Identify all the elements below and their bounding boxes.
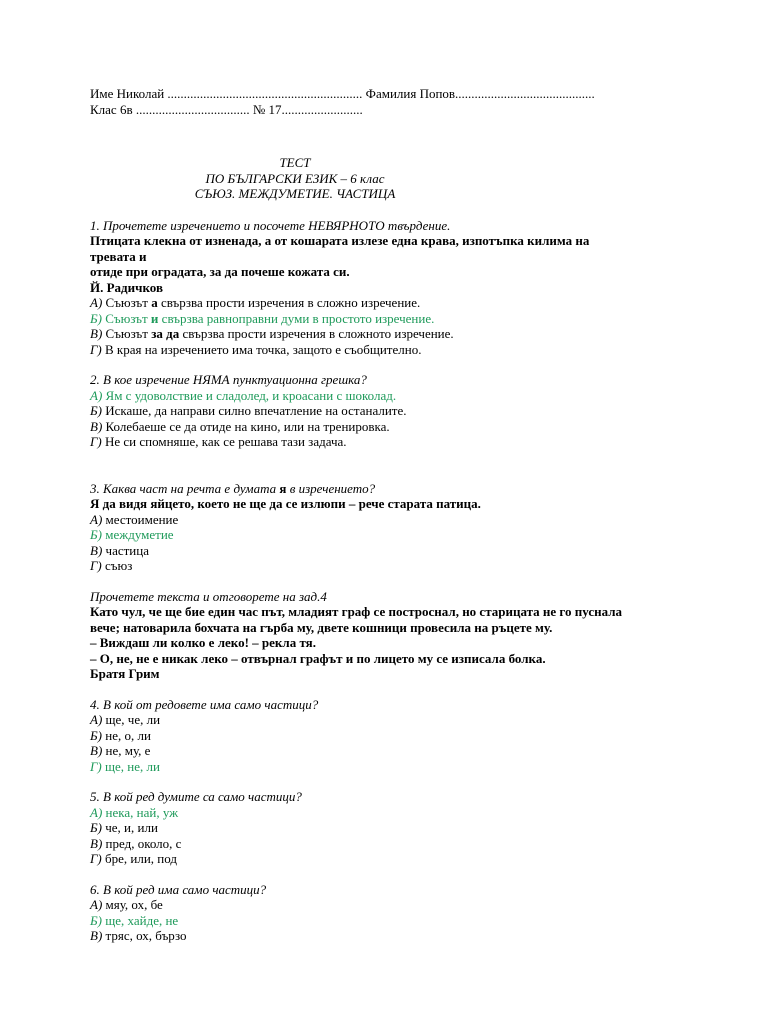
- question-2-title: 2. В кое изречение НЯМА пунктуационна грешка?: [90, 372, 367, 387]
- option-text: тряс, ох, бързо: [102, 928, 187, 943]
- option-letter: Г): [90, 758, 102, 774]
- title-line-1: ТЕСТ: [279, 155, 311, 170]
- question-3-text: Я да видя яйцето, което не ще да се излюпи – рече старата патица.: [90, 496, 481, 511]
- question-1-option-d[interactable]: [90, 342, 680, 358]
- question-3-title: [90, 481, 680, 497]
- option-text: ще, че, ли: [102, 712, 161, 727]
- student-class-line: Клас 6в ................................... № 17.........................: [90, 101, 363, 117]
- question-2-option-b[interactable]: [90, 403, 680, 419]
- question-1-option-a[interactable]: [90, 295, 680, 311]
- reading-passage: [90, 589, 680, 682]
- question-6-option-a[interactable]: [90, 897, 680, 913]
- option-letter: А): [90, 712, 103, 727]
- reading-line-3: – Виждаш ли колко е леко! – рекла тя.: [90, 635, 316, 650]
- question-1-text-line-2: тревата и: [90, 248, 147, 264]
- option-letter: Б): [90, 912, 102, 928]
- question-5-option-a-correct[interactable]: [90, 805, 680, 821]
- option-text: съюз: [101, 558, 133, 573]
- option-letter: В): [90, 743, 103, 758]
- option-letter: А): [90, 897, 103, 912]
- option-letter: В): [90, 542, 103, 558]
- question-2-option-d[interactable]: [90, 434, 680, 450]
- reading-author: Братя Грим: [90, 666, 160, 681]
- option-text: Ям с удоволствие и сладолед, и кроасани с шоколад.: [102, 387, 397, 403]
- question-2-option-c[interactable]: [90, 419, 680, 435]
- option-keyword: за да: [151, 326, 180, 341]
- title-line-3: СЪЮЗ. МЕЖДУМЕТИЕ. ЧАСТИЦА: [194, 186, 396, 201]
- question-5-option-c[interactable]: [90, 836, 680, 852]
- question-3-option-c[interactable]: [90, 543, 680, 559]
- reading-line-2: вече; натоварила бохчата на гърба му, двете кошници провесила на ръцете му.: [90, 619, 553, 635]
- option-text: не, о, ли: [102, 727, 151, 743]
- option-keyword: и: [150, 310, 159, 326]
- option-text: не, му, е: [102, 743, 151, 758]
- question-5-option-b[interactable]: [90, 820, 680, 836]
- question-6-option-c[interactable]: [90, 928, 680, 944]
- option-letter: А): [90, 387, 103, 403]
- option-text: мяу, ох, бе: [102, 897, 163, 912]
- option-letter: Б): [90, 527, 102, 542]
- title-line-2: ПО БЪЛГАРСКИ ЕЗИК – 6 клас: [205, 170, 385, 186]
- option-text: междуметие: [102, 527, 174, 542]
- option-text: Съюзът: [102, 310, 151, 326]
- option-letter: Г): [90, 558, 102, 573]
- question-4-option-c[interactable]: [90, 743, 680, 759]
- question-6-title: 6. В кой ред има само частици?: [90, 881, 267, 897]
- test-document: [90, 86, 680, 944]
- question-4-option-a[interactable]: [90, 712, 680, 728]
- question-3-option-a[interactable]: [90, 512, 680, 528]
- option-keyword: а: [151, 295, 158, 310]
- option-letter: А): [90, 804, 103, 820]
- option-text: свързва равноправни думи в простото изречение.: [158, 310, 435, 326]
- option-letter: Б): [90, 820, 102, 835]
- option-letter: В): [90, 418, 103, 434]
- reading-line-4: – О, не, не е никак леко – отвърнал графът и по лицето му се изписала болка.: [90, 650, 546, 666]
- option-text: Съюзът: [102, 295, 152, 310]
- option-text: Не си спомняше, как се решава тази задача.: [101, 434, 347, 449]
- question-1-text-line-3: отиде при оградата, за да почеше кожата си.: [90, 264, 350, 279]
- student-name-line: Име Николай ............................................................ Фамилия Попов...........................................: [90, 86, 595, 101]
- question-3-title-text-end: в изречението?: [286, 480, 376, 496]
- option-text: ще, хайде, не: [102, 912, 179, 928]
- question-1-title: 1. Прочетете изречението и посочете НЕВЯРНОТО твърдение.: [90, 217, 451, 233]
- option-text: ще, не, ли: [101, 758, 160, 774]
- question-1-text-line-1: Птицата клекна от изненада, а от кошарата излезе една крава, изпотъпка килима на: [90, 233, 590, 248]
- option-text: бре, или, под: [101, 851, 177, 866]
- option-letter: Б): [90, 727, 102, 743]
- question-1: [90, 218, 680, 358]
- option-letter: В): [90, 835, 103, 851]
- question-5-title: 5. В кой ред думите са само частици?: [90, 789, 302, 804]
- option-letter: Г): [90, 341, 102, 357]
- question-3-option-d[interactable]: [90, 558, 680, 574]
- option-text: че, и, или: [102, 820, 158, 835]
- option-letter: Г): [90, 851, 102, 866]
- question-5-option-d[interactable]: [90, 851, 680, 867]
- option-text: нека, най, уж: [102, 804, 179, 820]
- question-5: [90, 789, 680, 867]
- question-4-title: 4. В кой от редовете има само частици?: [90, 696, 319, 712]
- question-1-option-b-correct[interactable]: [90, 311, 680, 327]
- option-text: местоимение: [102, 511, 179, 527]
- question-3-title-text: 3. Каква част на речта е думата: [90, 480, 280, 496]
- option-letter: Б): [90, 310, 102, 326]
- option-text: Колебаеше се да отиде на кино, или на тренировка.: [102, 418, 390, 434]
- question-4-option-b[interactable]: [90, 728, 680, 744]
- option-text: Съюзът: [102, 326, 152, 341]
- question-3-keyword: я: [279, 480, 287, 496]
- option-text: Искаше, да направи силно впечатление на останалите.: [102, 403, 407, 418]
- question-6-option-b-correct[interactable]: [90, 913, 680, 929]
- option-text: пред, около, с: [102, 835, 182, 851]
- option-text: частица: [102, 542, 149, 558]
- option-text: В края на изречението има точка, защото е съобщително.: [101, 341, 422, 357]
- option-letter: В): [90, 928, 103, 943]
- option-text: свързва прости изречения в сложно изречение.: [157, 295, 421, 310]
- option-letter: Г): [90, 434, 102, 449]
- question-2-option-a-correct[interactable]: [90, 388, 680, 404]
- option-text: свързва прости изречения в сложното изречение.: [179, 326, 454, 341]
- option-letter: А): [90, 511, 103, 527]
- question-2: [90, 372, 680, 450]
- question-4-option-d-correct[interactable]: [90, 759, 680, 775]
- question-3-option-b-correct[interactable]: [90, 527, 680, 543]
- question-6: [90, 882, 680, 944]
- option-letter: А): [90, 295, 103, 310]
- question-4: [90, 697, 680, 775]
- question-1-author: Й. Радичков: [90, 279, 163, 295]
- reading-line-1: Като чул, че ще бие един час път, младият граф се построснал, но старицата не го пуснала: [90, 604, 623, 619]
- option-letter: В): [90, 326, 103, 341]
- test-title: [180, 155, 410, 202]
- reading-instruction: Прочетете текста и отговорете на зад.4: [90, 588, 327, 604]
- option-letter: Б): [90, 403, 102, 418]
- question-1-option-c[interactable]: [90, 326, 680, 342]
- question-3: [90, 481, 680, 574]
